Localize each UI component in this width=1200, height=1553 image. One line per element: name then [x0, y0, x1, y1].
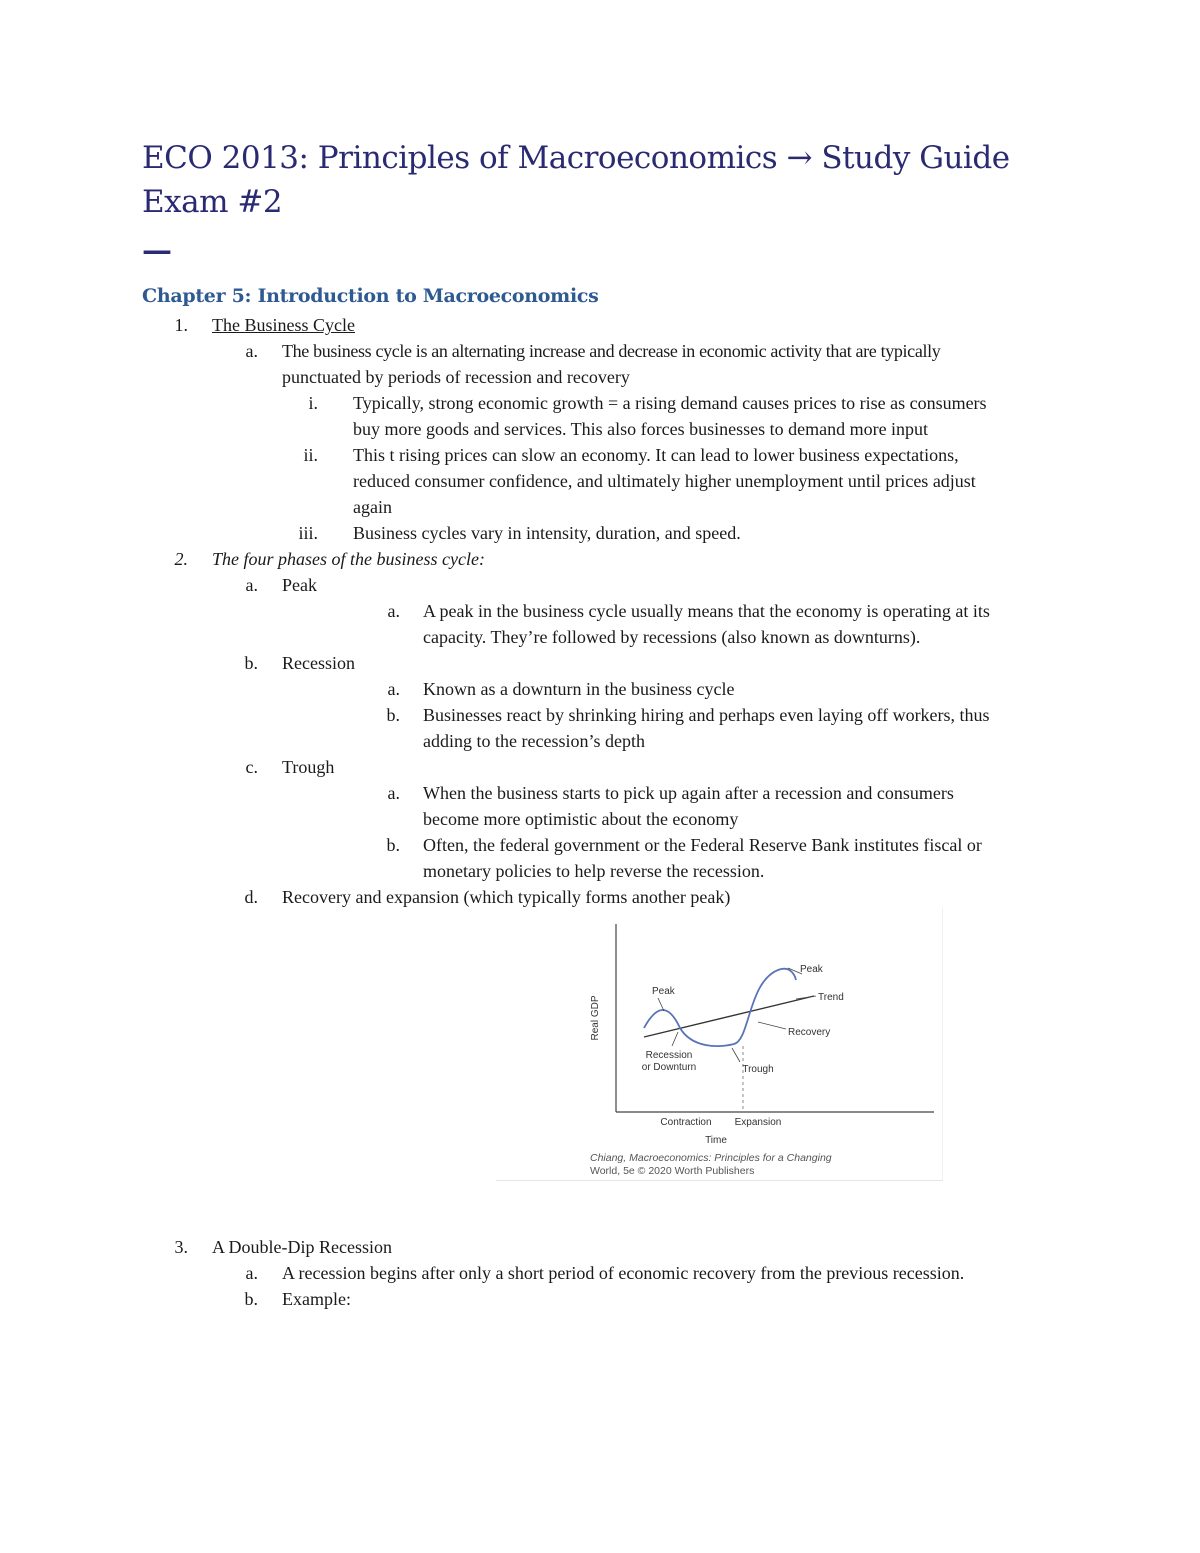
list-item-text: buy more goods and services. This also forces businesses to demand more input — [353, 419, 929, 439]
list-item-text: Example: — [282, 1289, 351, 1309]
phase-trough: Trough — [282, 757, 335, 777]
business-cycle-figure — [496, 908, 943, 1181]
phase-peak: Peak — [282, 575, 317, 595]
list-item-text: Often, the federal government or the Federal Reserve Bank institutes fiscal or — [423, 835, 982, 855]
list-marker: b. — [244, 1289, 258, 1309]
peak-label: Peak — [652, 986, 675, 997]
list-marker: ii. — [303, 445, 318, 465]
list-marker: 3. — [174, 1237, 188, 1257]
leader-line — [732, 1048, 740, 1062]
list-marker: a. — [387, 783, 400, 803]
list-marker: b. — [244, 653, 258, 673]
list-marker: b. — [386, 835, 400, 855]
list-marker: i. — [308, 393, 318, 413]
leader-line — [672, 1032, 678, 1046]
list-marker: 1. — [174, 315, 188, 335]
list-item-text: A recession begins after only a short period of economic recovery from the previous recession. — [282, 1263, 965, 1283]
list-item-text: adding to the recession’s depth — [423, 731, 645, 751]
x-segment-label: Contraction — [660, 1117, 712, 1128]
list-item-text: Typically, strong economic growth = a rising demand causes prices to rise as consumers — [353, 393, 987, 413]
list-marker: c. — [245, 757, 258, 777]
list-marker: a. — [245, 341, 258, 361]
list-marker: a. — [245, 1263, 258, 1283]
x-segment-label: Expansion — [734, 1117, 782, 1128]
list-item-text: Business cycles vary in intensity, duration, and speed. — [353, 523, 741, 543]
figure-credit: World, 5e © 2020 Worth Publishers — [590, 1165, 755, 1177]
list-marker: a. — [387, 601, 400, 621]
list-marker: iii. — [298, 523, 318, 543]
document-title: ECO 2013: Principles of Macroeconomics → Study Guide Exam #2 — [142, 140, 1010, 220]
list-item-text: Known as a downturn in the business cycle — [423, 679, 735, 699]
leader-line — [758, 1022, 786, 1029]
recession-label: Recession — [645, 1050, 693, 1061]
phase-recovery-expansion: Recovery and expansion (which typically forms another peak) — [282, 887, 731, 907]
list-marker: a. — [387, 679, 400, 699]
list-item-text: again — [353, 497, 392, 517]
list-item-text: The business cycle is an alternating increase and decrease in economic activity that are typically — [282, 341, 941, 361]
phase-recession: Recession — [282, 653, 355, 673]
list-item-text: A peak in the business cycle usually means that the economy is operating at its — [423, 601, 990, 621]
list-item-text: This t rising prices can slow an economy. It can lead to lower business expectations, — [353, 445, 959, 465]
downturn-label: or Downturn — [641, 1062, 697, 1073]
list-item-text: punctuated by periods of recession and recovery — [282, 367, 630, 387]
y-axis-label: Real GDP — [590, 995, 601, 1041]
list-marker: b. — [386, 705, 400, 725]
cycle-curve — [644, 969, 796, 1046]
list-item-text: When the business starts to pick up again after a recession and consumers — [423, 783, 954, 803]
list-marker: a. — [245, 575, 258, 595]
list-marker: d. — [244, 887, 258, 907]
list-item-text: become more optimistic about the economy — [423, 809, 739, 829]
list-item-text: capacity. They’re followed by recessions (also known as downturns). — [423, 627, 921, 647]
x-axis-label: Time — [705, 1135, 727, 1146]
list-item-text: Businesses react by shrinking hiring and perhaps even laying off workers, thus — [423, 705, 990, 725]
list-item-text: monetary policies to help reverse the recession. — [423, 861, 765, 881]
recovery-label: Recovery — [788, 1027, 831, 1038]
title-rule: — — [142, 233, 172, 268]
item-double-dip: A Double-Dip Recession — [212, 1237, 392, 1257]
chapter-heading: Chapter 5: Introduction to Macroeconomics — [142, 285, 599, 307]
list-item-text: reduced consumer confidence, and ultimately higher unemployment until prices adjust — [353, 471, 976, 491]
item-business-cycle: The Business Cycle — [212, 315, 355, 335]
item-four-phases: The four phases of the business cycle: — [212, 549, 485, 569]
peak-label: Peak — [800, 964, 823, 975]
list-marker: 2. — [174, 549, 188, 569]
figure-credit: Chiang, Macroeconomics: Principles for a Changing — [590, 1152, 832, 1164]
leader-line — [658, 998, 664, 1011]
business-cycle-chart — [496, 908, 942, 1180]
trend-label: Trend — [818, 992, 844, 1003]
trough-label: Trough — [742, 1064, 774, 1075]
